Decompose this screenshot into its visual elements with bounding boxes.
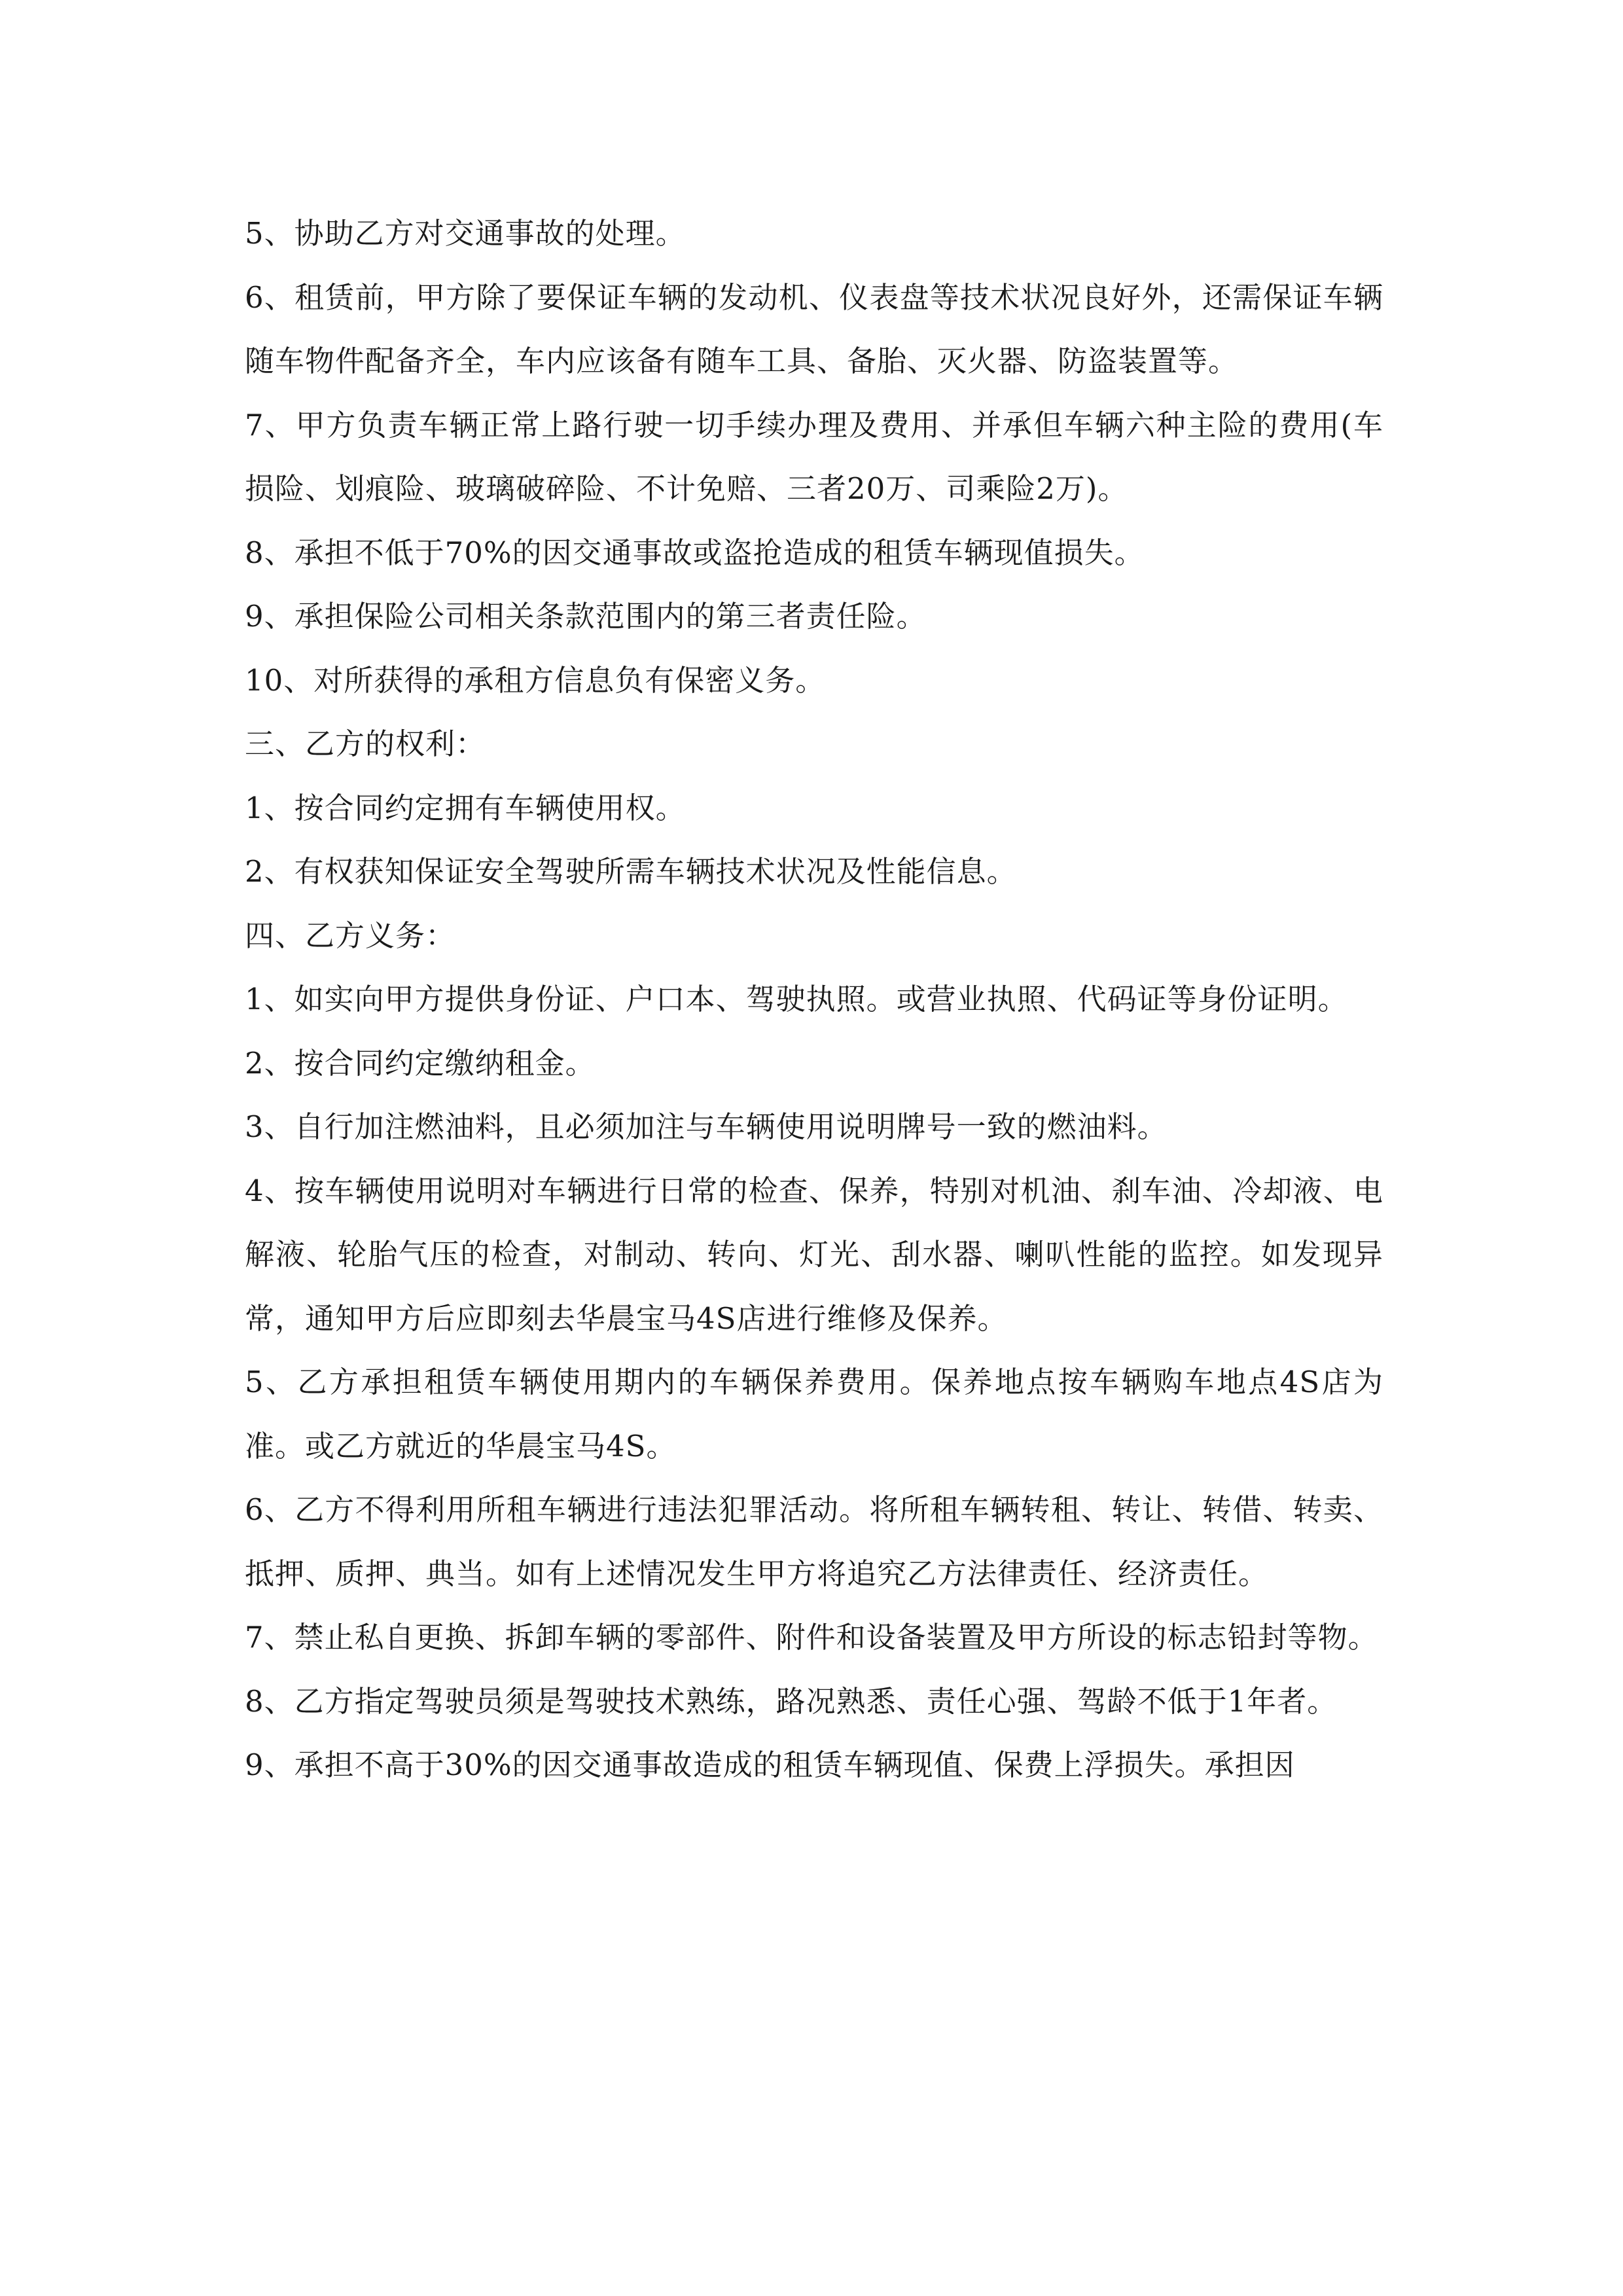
paragraph-b-obligation-9: 9、承担不高于30%的因交通事故造成的租赁车辆现值、保费上浮损失。承担因	[245, 1748, 1295, 1782]
paragraph-b-obligation-8: 8、乙方指定驾驶员须是驾驶技术熟练，路况熟悉、责任心强、驾龄不低于1年者。	[245, 1683, 1338, 1719]
paragraph-obligation-9: 9、承担保险公司相关条款范围内的第三者责任险。	[245, 599, 927, 634]
paragraph-b-obligation-5: 5、乙方承担租赁车辆使用期内的车辆保养费用。保养地点按车辆购车地点4S店为准。或乙方就近的华晨宝马4S。	[245, 1365, 1383, 1463]
paragraph-obligation-5: 5、协助乙方对交通事故的处理。	[245, 216, 686, 251]
paragraph-b-obligation-6: 6、乙方不得利用所租车辆进行违法犯罪活动。将所租车辆转租、转让、转借、转卖、抵押、质押、典当。如有上述情况发生甲方将追究乙方法律责任、经济责任。	[245, 1492, 1383, 1591]
section-heading-party-b-rights: 三、乙方的权利：	[245, 726, 486, 761]
paragraph-b-obligation-4: 4、按车辆使用说明对车辆进行日常的检查、保养，特别对机油、刹车油、冷却液、电解液、轮胎气压的检查，对制动、转向、灯光、刮水器、喇叭性能的监控。如发现异常，通知甲方后应即刻去华晨宝马4S店进行维修及保养。	[245, 1173, 1383, 1336]
paragraph-right-1: 1、按合同约定拥有车辆使用权。	[245, 790, 686, 825]
document-body	[245, 202, 1383, 1797]
paragraph-b-obligation-2: 2、按合同约定缴纳租金。	[245, 1045, 596, 1081]
section-heading-party-b-obligations: 四、乙方义务：	[245, 918, 456, 953]
paragraph-b-obligation-7: 7、禁止私自更换、拆卸车辆的零部件、附件和设备装置及甲方所设的标志铅封等物。	[245, 1620, 1378, 1655]
paragraph-obligation-8: 8、承担不低于70%的因交通事故或盗抢造成的租赁车辆现值损失。	[245, 535, 1145, 570]
paragraph-b-obligation-3: 3、自行加注燃油料，且必须加注与车辆使用说明牌号一致的燃油料。	[245, 1109, 1168, 1144]
paragraph-b-obligation-1: 1、如实向甲方提供身份证、户口本、驾驶执照。或营业执照、代码证等身份证明。	[245, 982, 1348, 1016]
paragraph-right-2: 2、有权获知保证安全驾驶所需车辆技术状况及性能信息。	[245, 854, 1017, 889]
paragraph-obligation-10: 10、对所获得的承租方信息负有保密义务。	[245, 662, 826, 698]
paragraph-obligation-7: 7、甲方负责车辆正常上路行驶一切手续办理及费用、并承但车辆六种主险的费用(车损险、划痕险、玻璃破碎险、不计免赔、三者20万、司乘险2万)。	[245, 407, 1383, 506]
paragraph-obligation-6: 6、租赁前，甲方除了要保证车辆的发动机、仪表盘等技术状况良好外，还需保证车辆随车物件配备齐全，车内应该备有随车工具、备胎、灭火器、防盗装置等。	[245, 279, 1383, 378]
